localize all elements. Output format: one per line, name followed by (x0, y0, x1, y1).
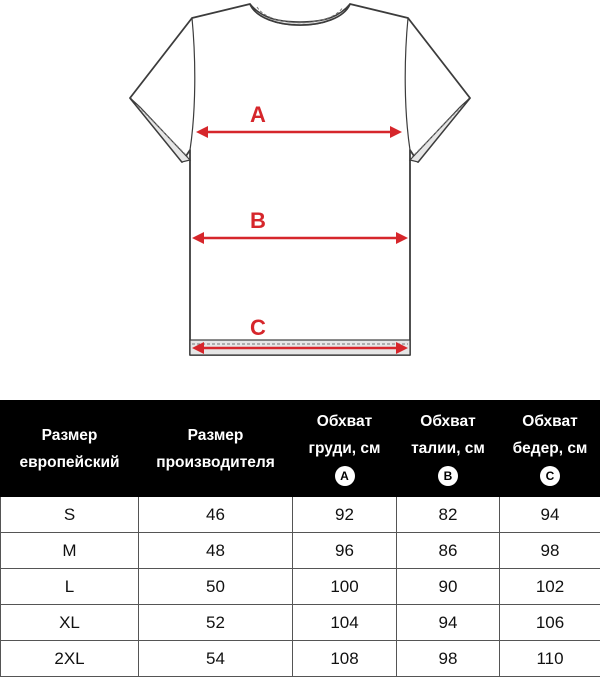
badge-b: B (438, 466, 458, 486)
marker-a: A (250, 102, 266, 127)
header-chest: Обхват груди, см A (293, 401, 397, 497)
table-row (1, 497, 600, 533)
marker-b: B (250, 208, 266, 233)
cell-eu-size: S (1, 497, 139, 533)
cell-waist: 82 (397, 497, 500, 533)
badge-c: C (540, 466, 560, 486)
table-header-row (1, 401, 600, 497)
cell-hips: 94 (500, 497, 600, 533)
cell-manufacturer-size: 54 (139, 641, 293, 677)
cell-chest: 96 (293, 533, 397, 569)
table-row (1, 641, 600, 677)
cell-chest: 92 (293, 497, 397, 533)
header-manufacturer-size: Размер производителя (139, 401, 293, 497)
cell-waist: 98 (397, 641, 500, 677)
cell-manufacturer-size: 48 (139, 533, 293, 569)
header-hips: Обхват бедер, см C (500, 401, 600, 497)
table-row (1, 569, 600, 605)
cell-waist: 94 (397, 605, 500, 641)
cell-waist: 90 (397, 569, 500, 605)
cell-hips: 110 (500, 641, 600, 677)
badge-a: A (335, 466, 355, 486)
cell-chest: 108 (293, 641, 397, 677)
cell-manufacturer-size: 50 (139, 569, 293, 605)
size-chart-table (0, 400, 600, 677)
cell-hips: 106 (500, 605, 600, 641)
cell-manufacturer-size: 52 (139, 605, 293, 641)
header-eu-size: Размер европейский (1, 401, 139, 497)
cell-chest: 104 (293, 605, 397, 641)
tshirt-outline (130, 4, 470, 355)
cell-eu-size: L (1, 569, 139, 605)
cell-chest: 100 (293, 569, 397, 605)
cell-manufacturer-size: 46 (139, 497, 293, 533)
table-row (1, 533, 600, 569)
cell-hips: 102 (500, 569, 600, 605)
cell-hips: 98 (500, 533, 600, 569)
cell-eu-size: XL (1, 605, 139, 641)
marker-c: C (250, 315, 266, 340)
cell-waist: 86 (397, 533, 500, 569)
table-row (1, 605, 600, 641)
cell-eu-size: M (1, 533, 139, 569)
cell-eu-size: 2XL (1, 641, 139, 677)
header-waist: Обхват талии, см B (397, 401, 500, 497)
